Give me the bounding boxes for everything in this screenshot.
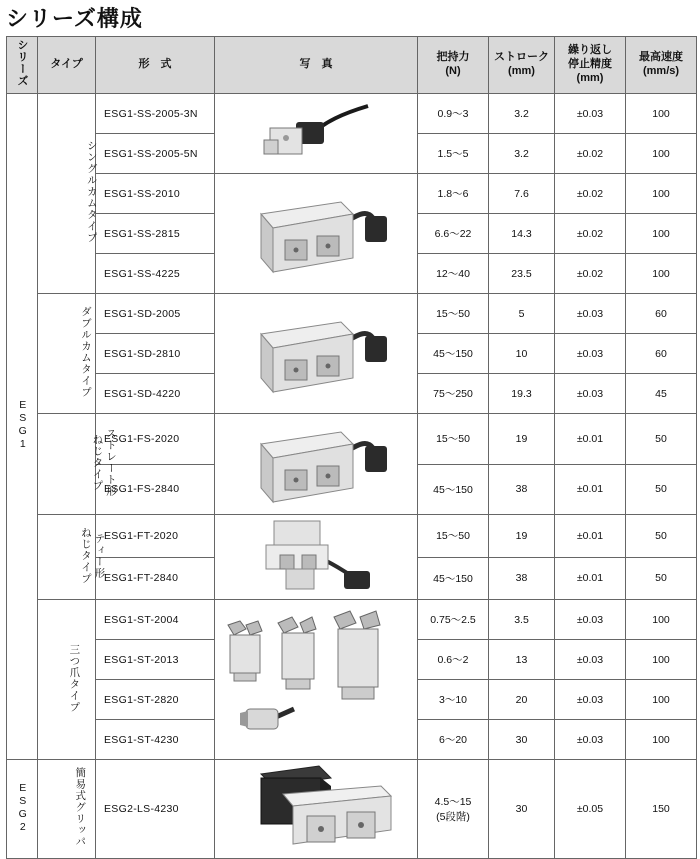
speed-cell: 150 (626, 760, 697, 859)
stroke-cell: 19 (489, 414, 555, 465)
type-cell (38, 294, 96, 414)
speed-cell: 100 (626, 94, 697, 134)
force-cell (418, 374, 489, 414)
photo-single-cam (215, 174, 417, 293)
repeatability-cell: ±0.03 (555, 334, 626, 374)
header-max-speed: 最高速度 (mm/s) (626, 37, 697, 94)
stroke-cell: 7.6 (489, 174, 555, 214)
stroke-cell: 3.2 (489, 134, 555, 174)
force-cell (418, 515, 489, 558)
speed-cell: 100 (626, 600, 697, 640)
force-cell (418, 720, 489, 760)
series-cell (7, 94, 38, 760)
speed-cell: 100 (626, 134, 697, 174)
model-cell: ESG1-ST-4230 (96, 720, 215, 760)
table-row (7, 760, 697, 859)
repeatability-cell: ±0.01 (555, 557, 626, 600)
force-value: 1.8〜6 (437, 188, 469, 200)
stroke-cell: 19.3 (489, 374, 555, 414)
force-cell (418, 134, 489, 174)
stroke-cell: 20 (489, 680, 555, 720)
force-cell (418, 414, 489, 465)
model-cell: ESG1-SD-2810 (96, 334, 215, 374)
photo-tee-screw (215, 515, 417, 599)
photo-straight-screw (215, 414, 417, 514)
force-value: 75〜250 (433, 388, 473, 400)
repeatability-cell: ±0.02 (555, 254, 626, 294)
force-value: 15〜50 (436, 530, 470, 543)
model-cell: ESG2-LS-4230 (96, 760, 215, 859)
repeatability-cell: ±0.05 (555, 760, 626, 859)
force-value: 6.6〜22 (434, 228, 472, 240)
model-cell: ESG1-FS-2020 (96, 414, 215, 465)
model-cell: ESG1-SS-2815 (96, 214, 215, 254)
repeatability-cell: ±0.03 (555, 640, 626, 680)
photo-simple-gripper (215, 760, 417, 858)
type-cell (38, 94, 96, 294)
speed-cell: 50 (626, 464, 697, 515)
type-cell (38, 600, 96, 760)
type-label-line: ストレート形 (105, 428, 118, 497)
force-value: 0.9〜3 (437, 108, 469, 120)
model-cell: ESG1-SS-2005-5N (96, 134, 215, 174)
force-value: 15〜50 (436, 433, 470, 446)
model-cell: ESG1-SS-2010 (96, 174, 215, 214)
header-stroke: ストローク (mm) (489, 37, 555, 94)
speed-cell: 100 (626, 174, 697, 214)
model-cell: ESG1-ST-2004 (96, 600, 215, 640)
header-force: 把持力 (N) (418, 37, 489, 94)
photo-cell (215, 600, 418, 760)
type-cell (38, 515, 106, 600)
stroke-cell: 38 (489, 557, 555, 600)
force-cell (418, 214, 489, 254)
force-cell (418, 600, 489, 640)
stroke-cell: 30 (489, 720, 555, 760)
model-cell: ESG1-ST-2013 (96, 640, 215, 680)
model-cell: ESG1-SS-4225 (96, 254, 215, 294)
model-cell: ESG1-FS-2840 (96, 464, 215, 515)
force-value: 1.5〜5 (437, 148, 469, 160)
speed-cell: 60 (626, 294, 697, 334)
type-label-line: シングルカムタイプ (85, 140, 98, 244)
photo-double-cam (215, 294, 417, 413)
photo-cell (215, 94, 418, 174)
force-cell (418, 334, 489, 374)
model-cell: ESG1-FT-2020 (96, 515, 215, 558)
type-label-line: ねじタイプ (79, 526, 92, 585)
type-label (38, 644, 109, 713)
speed-cell: 100 (626, 214, 697, 254)
repeatability-cell: ±0.01 (555, 414, 626, 465)
repeatability-cell: ±0.03 (555, 94, 626, 134)
repeatability-cell: ±0.03 (555, 374, 626, 414)
stroke-cell: 3.5 (489, 600, 555, 640)
header-series: シリーズ (7, 37, 38, 94)
force-note: (5段階) (436, 811, 470, 823)
force-value: 45〜150 (433, 348, 473, 360)
force-value: 4.5〜15 (434, 796, 472, 808)
force-value: 45〜150 (433, 483, 473, 496)
series-name: ESG1 (16, 399, 29, 451)
table-row (7, 600, 697, 640)
force-cell (418, 174, 489, 214)
model-cell: ESG1-SD-2005 (96, 294, 215, 334)
force-value: 15〜50 (436, 308, 470, 320)
force-value: 45〜150 (433, 572, 473, 585)
repeatability-cell: ±0.02 (555, 134, 626, 174)
type-cell (38, 414, 118, 515)
model-cell: ESG1-FT-2840 (96, 557, 215, 600)
repeatability-cell: ±0.03 (555, 720, 626, 760)
speed-cell: 100 (626, 720, 697, 760)
series-cell (7, 760, 38, 859)
speed-cell: 60 (626, 334, 697, 374)
repeatability-cell: ±0.02 (555, 214, 626, 254)
speed-cell: 50 (626, 557, 697, 600)
stroke-cell: 30 (489, 760, 555, 859)
force-value: 12〜40 (436, 268, 470, 280)
repeatability-cell: ±0.02 (555, 174, 626, 214)
repeatability-cell: ±0.03 (555, 294, 626, 334)
speed-cell: 100 (626, 640, 697, 680)
page-title: シリーズ構成 (6, 6, 143, 31)
force-cell (418, 640, 489, 680)
stroke-cell: 5 (489, 294, 555, 334)
stroke-cell: 19 (489, 515, 555, 558)
repeatability-cell: ±0.01 (555, 515, 626, 558)
speed-cell: 50 (626, 414, 697, 465)
force-cell (418, 294, 489, 334)
table-header-row (7, 37, 697, 94)
force-value: 6〜20 (438, 734, 468, 746)
type-label-line: 三つ爪タイプ (68, 643, 81, 713)
model-cell: ESG1-SS-2005-3N (96, 94, 215, 134)
series-table (6, 36, 697, 859)
header-repeatability: 繰り返し 停止精度 (mm) (555, 37, 626, 94)
stroke-cell: 38 (489, 464, 555, 515)
header-type: タイプ (38, 37, 96, 94)
type-cell (38, 760, 96, 859)
photo-cell (215, 515, 418, 600)
repeatability-cell: ±0.03 (555, 600, 626, 640)
speed-cell: 45 (626, 374, 697, 414)
type-label-line: ティー形 (93, 532, 106, 579)
force-cell (418, 254, 489, 294)
stroke-cell: 14.3 (489, 214, 555, 254)
table-row (7, 294, 697, 334)
force-cell (418, 557, 489, 600)
photo-cell (215, 174, 418, 294)
stroke-cell: 3.2 (489, 94, 555, 134)
speed-cell: 50 (626, 515, 697, 558)
photo-single-cam-small (215, 94, 417, 173)
type-label-line: ねじタイプ (91, 433, 104, 492)
table-row (7, 515, 697, 558)
header-model: 形 式 (96, 37, 215, 94)
model-cell: ESG1-SD-4220 (96, 374, 215, 414)
type-label-line: ダブルカムタイプ (79, 306, 92, 398)
speed-cell: 100 (626, 680, 697, 720)
series-name: ESG2 (16, 781, 29, 834)
force-cell (418, 464, 489, 515)
repeatability-cell: ±0.01 (555, 464, 626, 515)
table-row (7, 94, 697, 134)
photo-cell (215, 414, 418, 515)
force-value: 0.75〜2.5 (430, 614, 476, 626)
photo-cell (215, 760, 418, 859)
force-value: 0.6〜2 (437, 654, 469, 666)
photo-cell (215, 294, 418, 414)
force-cell (418, 680, 489, 720)
photo-three-jaw (215, 600, 417, 759)
speed-cell: 100 (626, 254, 697, 294)
force-cell (418, 94, 489, 134)
force-cell (418, 760, 489, 859)
repeatability-cell: ±0.03 (555, 680, 626, 720)
stroke-cell: 23.5 (489, 254, 555, 294)
table-row (7, 414, 697, 465)
force-value: 3〜10 (438, 694, 468, 706)
model-cell: ESG1-ST-2820 (96, 680, 215, 720)
stroke-cell: 13 (489, 640, 555, 680)
stroke-cell: 10 (489, 334, 555, 374)
type-label-line: 簡易式グリッパ (74, 767, 87, 848)
header-photo: 写 真 (215, 37, 418, 94)
